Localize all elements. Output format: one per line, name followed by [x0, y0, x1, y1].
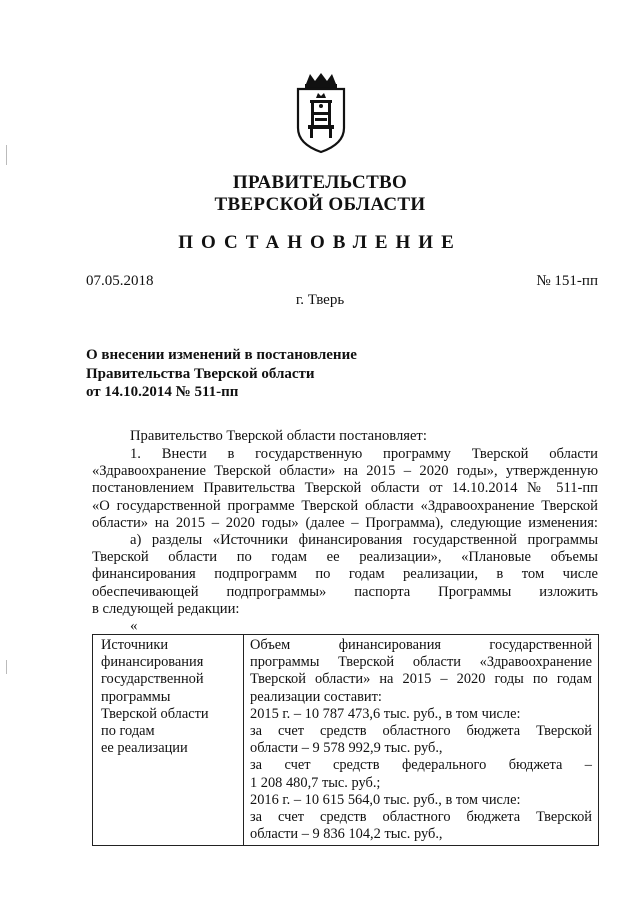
table-value-line: за счет средств областного бюджета Тверской — [250, 809, 592, 826]
paragraph-line: финансирования подпрограмм по годам реализации, в том числе — [92, 566, 598, 583]
table-label-line: ее реализации — [101, 740, 188, 757]
table-cell-value — [244, 635, 599, 846]
table-value-line: за счет средств федерального бюджета – — [250, 757, 592, 774]
intro-paragraph: Правительство Тверской области постановляет: — [130, 428, 427, 444]
paragraph-line: «Здравоохранение Тверской области» на 2015 – 2020 годы», утвержденную — [92, 463, 598, 480]
table-value-line: программы Тверской области «Здравоохранение — [250, 654, 592, 671]
table-label-line: Источники — [101, 637, 169, 653]
subject-line: от 14.10.2014 № 511-пп — [86, 384, 239, 400]
paragraph-line: а) разделы «Источники финансирования государственной программы — [130, 532, 598, 549]
coat-of-arms-emblem — [292, 72, 350, 154]
table-value-line: реализации составит: — [250, 688, 382, 705]
funding-sources-table — [92, 634, 599, 846]
table-label-line: финансирования — [101, 654, 204, 671]
table-value-line: 2015 г. – 10 787 473,6 тыс. руб., в том числе: — [250, 705, 521, 722]
table-value-line: Тверской области» на 2015 – 2020 годы по годам — [250, 671, 592, 688]
scan-artifact — [6, 145, 7, 165]
table-label-line: программы — [101, 688, 171, 705]
paragraph-line: «О государственной программе Тверской области «Здравоохранение Тверской — [92, 497, 598, 514]
scan-artifact — [6, 660, 7, 674]
document-subject — [86, 346, 357, 402]
table-value-line: области – 9 578 992,9 тыс. руб., — [250, 740, 443, 757]
paragraph-line: постановлением Правительства Тверской области от 14.10.2014 № 511-пп — [92, 480, 598, 497]
organization-name-line2: ТВЕРСКОЙ ОБЛАСТИ — [214, 194, 426, 215]
table-value-line: Объем финансирования государственной — [250, 637, 592, 653]
item-1-paragraph — [92, 446, 598, 618]
paragraph-line: в следующей редакции: — [92, 600, 240, 617]
document-date: 07.05.2018 — [86, 273, 154, 289]
document-type: ПОСТАНОВЛЕНИЕ — [178, 232, 462, 253]
table-row — [93, 635, 599, 846]
table-value-line: 1 208 480,7 тыс. руб.; — [250, 774, 381, 791]
document-city: г. Тверь — [295, 292, 345, 308]
opening-quote-mark: « — [130, 618, 138, 634]
document-number: № 151-пп — [536, 273, 598, 289]
table-label-line: Тверской области — [101, 705, 209, 722]
subject-line: Правительства Тверской области — [86, 365, 315, 382]
table-label-line: государственной — [101, 671, 204, 688]
table-value-line: области – 9 836 104,2 тыс. руб., — [250, 826, 443, 843]
paragraph-line: области» на 2015 – 2020 годы» (далее – Программа), следующие изменения: — [92, 514, 598, 531]
table-value-line: за счет средств областного бюджета Тверской — [250, 723, 592, 740]
paragraph-line: Тверской области по годам ее реализации», «Плановые объемы — [92, 549, 598, 566]
subject-line: О внесении изменений в постановление — [86, 347, 357, 363]
table-value-line: 2016 г. – 10 615 564,0 тыс. руб., в том числе: — [250, 791, 521, 808]
table-cell-label — [93, 635, 244, 846]
paragraph-line: обеспечивающей подпрограммы» паспорта Программы изложить — [92, 583, 598, 600]
paragraph-line: 1. Внести в государственную программу Тверской области — [130, 446, 598, 462]
organization-name-line1: ПРАВИТЕЛЬСТВО — [232, 172, 408, 193]
table-label-line: по годам — [101, 723, 155, 740]
